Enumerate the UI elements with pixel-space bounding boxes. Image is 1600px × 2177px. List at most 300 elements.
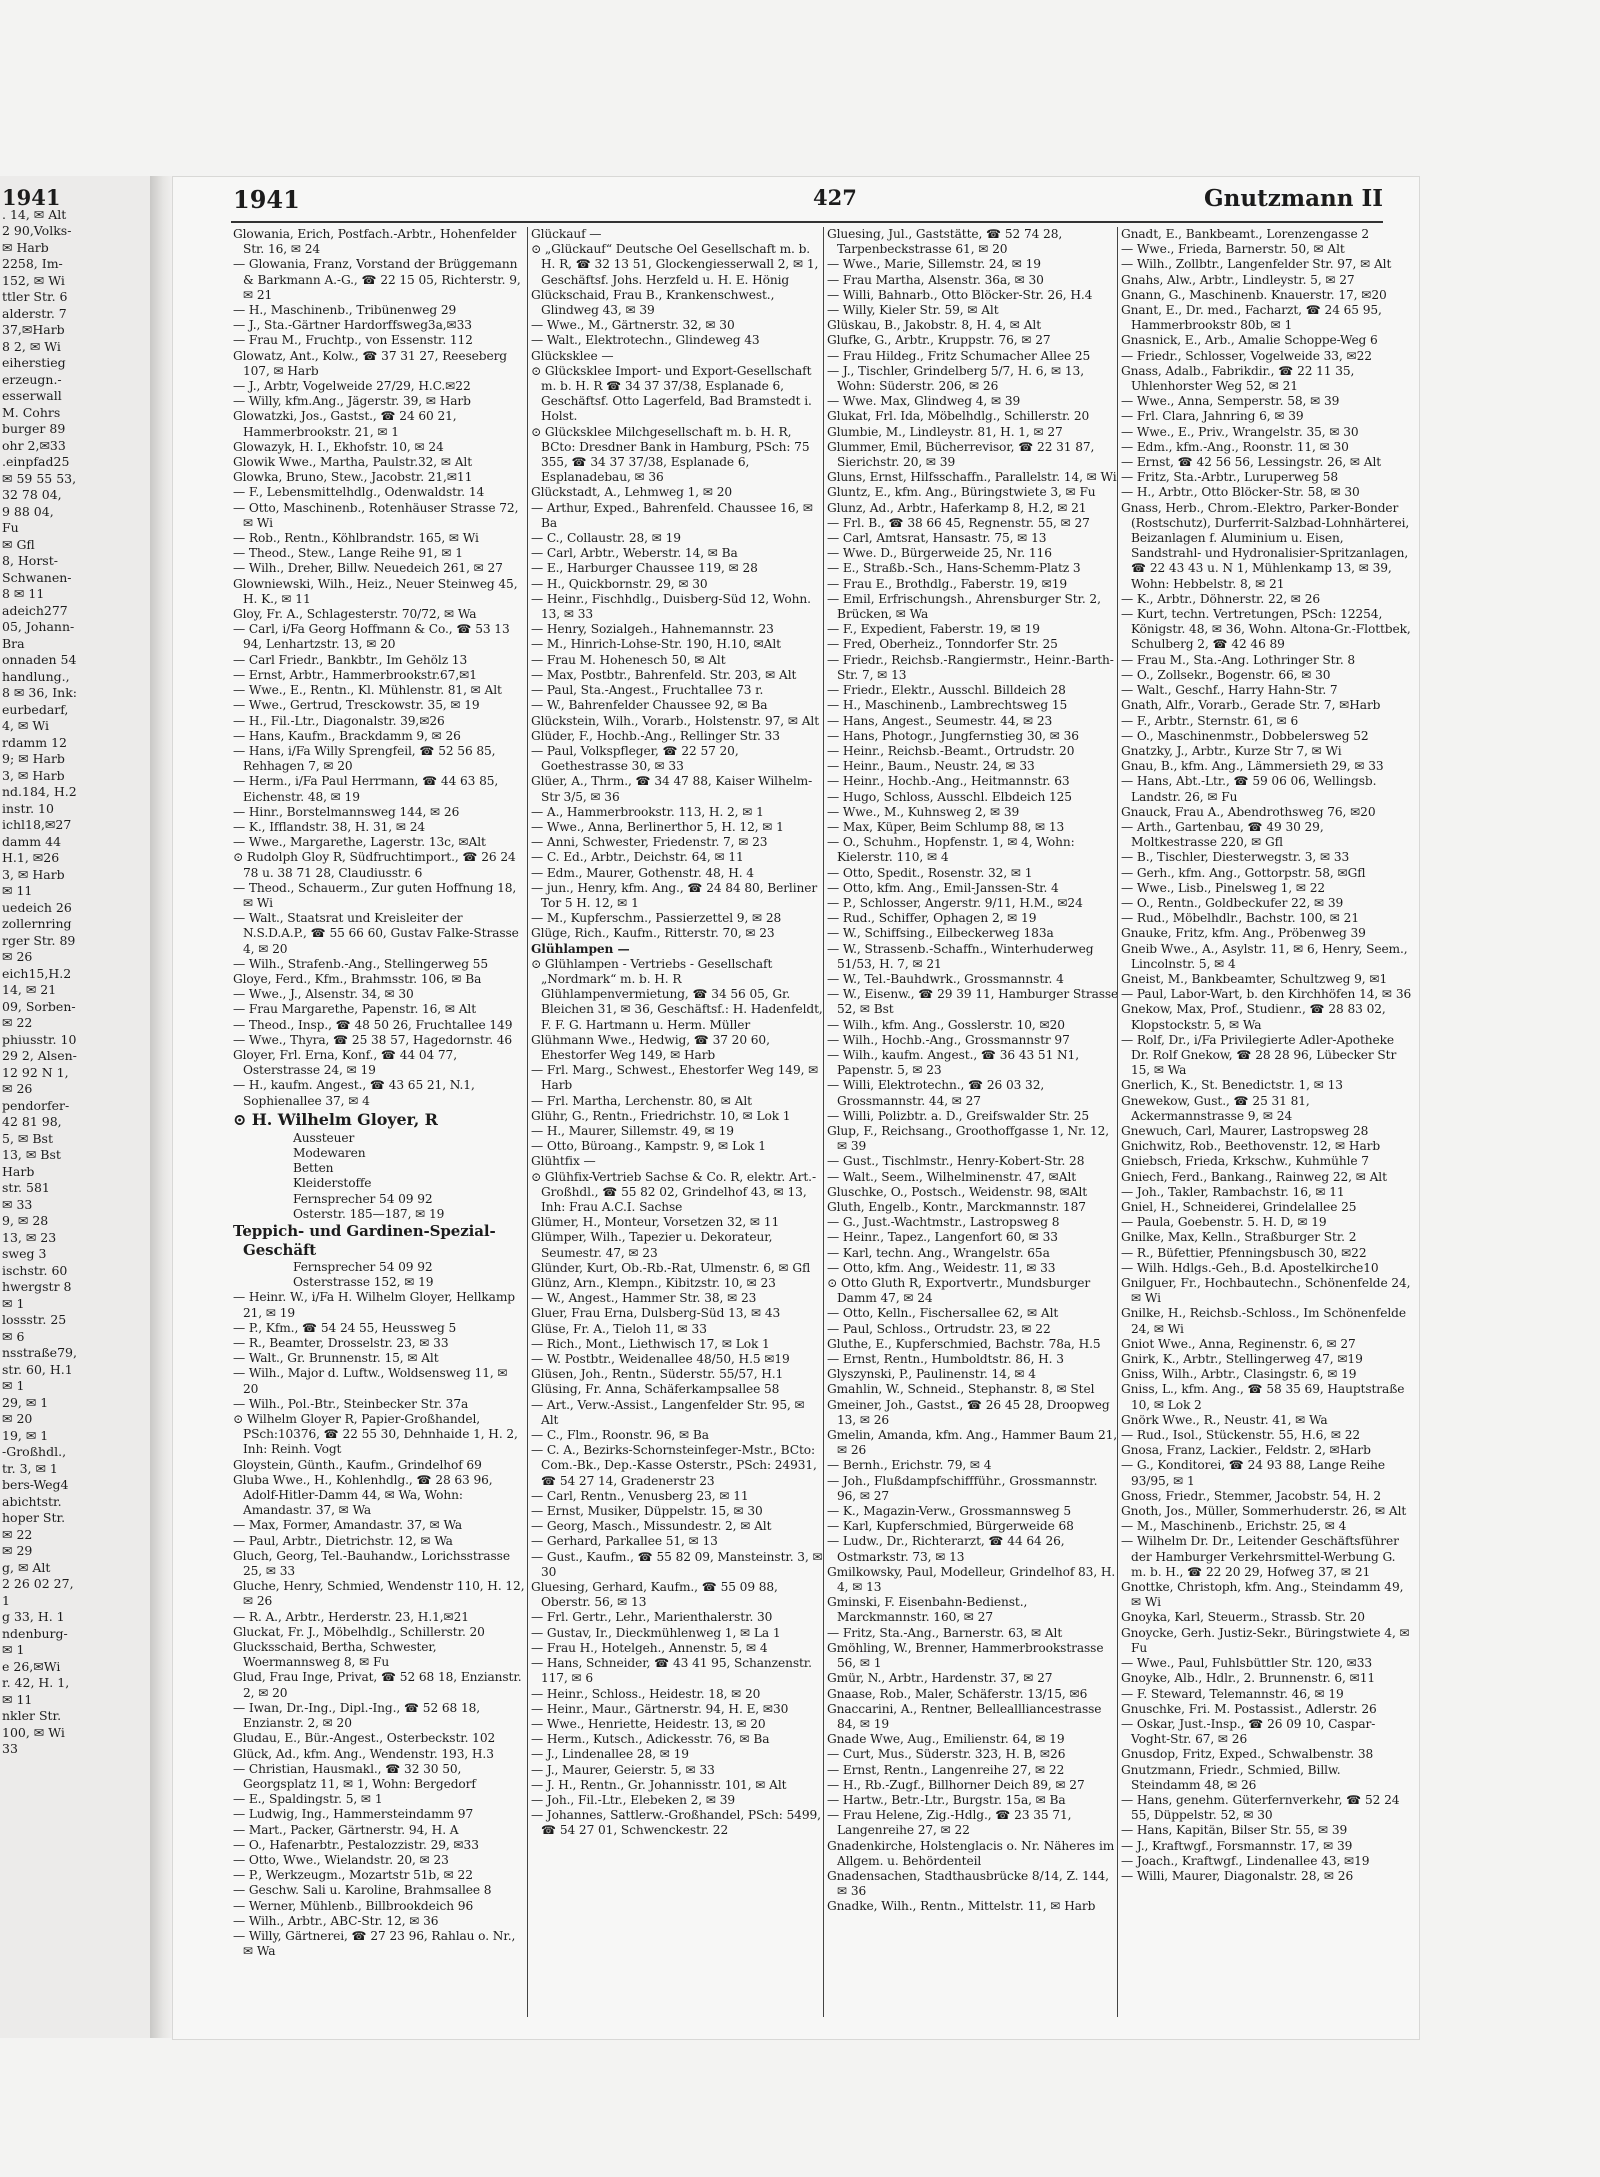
directory-entry: — Gerh., kfm. Ang., Gottorpstr. 58, ✉Gfl <box>1121 865 1366 880</box>
previous-page-line: abichtstr. <box>2 1493 62 1509</box>
directory-entry: — Frau M., Sta.-Ang. Lothringer Str. 8 <box>1121 652 1356 667</box>
directory-entry: — Hugo, Schloss, Ausschl. Elbdeich 125 <box>827 789 1072 804</box>
directory-entry: — F., Expedient, Faberstr. 19, ✉ 19 <box>827 622 1040 637</box>
previous-page-fragment <box>0 176 150 2038</box>
directory-entry: — Kurt, techn. Vertretungen, PSch: 12254, Königstr. 48, ✉ 36, Wohn. Altona-Gr.-Flottbek, Schulberg 2, ☎ 42 46 89 <box>1121 607 1411 652</box>
directory-entry: Glowka, Bruno, Stew., Jacobstr. 21,✉11 <box>233 470 473 485</box>
directory-entry: Gniss, L., kfm. Ang., ☎ 58 35 69, Hauptstraße 10, ✉ Lok 2 <box>1121 1382 1405 1412</box>
previous-page-line: 13, ✉ Bst <box>2 1147 61 1162</box>
previous-page-line: 5, ✉ Bst <box>2 1130 53 1146</box>
directory-entry: — F., Arbtr., Sternstr. 61, ✉ 6 <box>1121 713 1299 728</box>
directory-entry: — K., Arbtr., Döhnerstr. 22, ✉ 26 <box>1121 591 1321 606</box>
previous-page-line: rdamm 12 <box>2 734 68 750</box>
previous-page-line: ischstr. 60 <box>2 1262 68 1278</box>
directory-entry: — B., Tischler, Diesterwegstr. 3, ✉ 33 <box>1121 850 1350 865</box>
directory-entry: — Paul, Schloss., Ortrudstr. 23, ✉ 22 <box>827 1321 1051 1336</box>
directory-entry: Gnutzmann, Friedr., Schmied, Billw. Steindamm 48, ✉ 26 <box>1121 1762 1341 1792</box>
directory-entry: — E., Spaldingstr. 5, ✉ 1 <box>233 1792 383 1807</box>
previous-page-line: uedeich 26 <box>2 899 72 915</box>
previous-page-line: 33 <box>2 1741 18 1756</box>
directory-entry: Gnekow, Max, Prof., Studienr., ☎ 28 83 02, Klopstockstr. 5, ✉ Wa <box>1121 1002 1386 1032</box>
directory-entry: Gnahs, Alw., Arbtr., Lindleystr. 5, ✉ 27 <box>1121 272 1355 287</box>
directory-entry: — Johannes, Sattlerw.-Großhandel, PSch: 5499, ☎ 54 27 01, Schwenckestr. 22 <box>531 1808 821 1838</box>
directory-entry: — Wwe., M., Kuhnsweg 2, ✉ 39 <box>827 804 1020 819</box>
directory-entry: Gluer, Frau Erna, Dulsberg-Süd 13, ✉ 43 <box>531 1306 781 1321</box>
directory-entry: — Carl, Amtsrat, Hansastr. 75, ✉ 13 <box>827 531 1047 546</box>
previous-page-line: bers-Weg4 <box>2 1477 69 1492</box>
previous-page-line: onnaden 54 <box>2 652 77 667</box>
directory-entry: Gluntz, E., kfm. Ang., Büringstwiete 3, ✉ Fu <box>827 485 1096 500</box>
directory-entry: — Frau Helene, Zig.-Hdlg., ☎ 23 35 71, Langenreihe 27, ✉ 22 <box>827 1808 1072 1838</box>
directory-entry: Gminski, F. Eisenbahn-Bedienst., Marckmannstr. 160, ✉ 27 <box>827 1595 1028 1625</box>
directory-entry: — C., Collaustr. 28, ✉ 19 <box>531 531 681 546</box>
directory-entry: Glumbie, M., Lindleystr. 81, H. 1, ✉ 27 <box>827 424 1063 439</box>
directory-entry: Gnaccarini, A., Rentner, Belleallliancestrasse 84, ✉ 19 <box>827 1701 1102 1731</box>
directory-entry: Gnoss, Friedr., Stemmer, Jacobstr. 54, H. 2 <box>1121 1488 1382 1503</box>
directory-entry: — J., Kraftwgf., Forsmannstr. 17, ✉ 39 <box>1121 1838 1353 1853</box>
directory-entry: Gluba Wwe., H., Kohlenhdlg., ☎ 28 63 96, Adolf-Hitler-Damm 44, ✉ Wa, Wohn: Amandastr. 37, ✉ Wa <box>233 1472 493 1518</box>
directory-entry: — Otto, Büroang., Kampstr. 9, ✉ Lok 1 <box>531 1139 766 1154</box>
directory-entry: Glückstadt, A., Lehmweg 1, ✉ 20 <box>531 485 733 500</box>
directory-entry: — Wwe. Max, Glindweg 4, ✉ 39 <box>827 394 1021 409</box>
directory-entry: Gmöhling, W., Brenner, Hammerbrookstrasse 56, ✉ 1 <box>827 1640 1104 1671</box>
directory-entry: Gnadensachen, Stadthausbrücke 8/14, Z. 144, ✉ 36 <box>827 1868 1109 1899</box>
directory-entry: — H., Rb.-Zugf., Billhorner Deich 89, ✉ 27 <box>827 1777 1085 1792</box>
running-head: Gnutzmann II <box>1204 185 1383 212</box>
directory-entry: — K., Ifflandstr. 38, H. 31, ✉ 24 <box>233 819 426 834</box>
directory-entry: Glückschaid, Frau B., Krankenschwest., Glindweg 43, ✉ 39 <box>531 287 775 318</box>
directory-entry: — Wwe., Lisb., Pinelsweg 1, ✉ 22 <box>1121 880 1326 895</box>
directory-entry: — Heinr., Tapez., Langenfort 60, ✉ 33 <box>827 1230 1058 1245</box>
directory-entry: — Glowania, Franz, Vorstand der Brüggemann & Barkmann A.-G., ☎ 22 15 05, Richterstr. 9, ✉ 21 <box>233 257 521 302</box>
directory-entry: — Wwe., Thyra, ☎ 25 38 57, Hagedornstr. 46 <box>233 1032 513 1047</box>
directory-entry: — Otto, Spedit., Rosenstr. 32, ✉ 1 <box>827 865 1033 880</box>
directory-entry: Gluch, Georg, Tel.-Bauhandw., Lorichsstrasse 25, ✉ 33 <box>233 1548 510 1579</box>
directory-entry: — Arth., Gartenbau, ☎ 49 30 29, Moltkestrasse 220, ✉ Gfl <box>1121 819 1324 850</box>
directory-entry: — Fritz, Sta.-Arbtr., Luruperweg 58 <box>1121 470 1339 485</box>
directory-entry: — Karl, techn. Ang., Wrangelstr. 65a <box>827 1245 1050 1260</box>
previous-page-line: burger 89 <box>2 421 66 436</box>
directory-entry: ⊙ Wilhelm Gloyer R, Papier-Großhandel, PSch:10376, ☎ 22 55 30, Dehnhaide 1, H. 2, Inh: Reinh. Vogt <box>233 1412 518 1457</box>
directory-entry: Fernsprecher 54 09 92 <box>293 1260 433 1274</box>
directory-entry: Glowazyk, H. I., Ekhofstr. 10, ✉ 24 <box>233 439 444 454</box>
directory-entry: Glümper, Wilh., Tapezier u. Dekorateur, Seumestr. 47, ✉ 23 <box>531 1230 773 1260</box>
directory-entry: — Rolf, Dr., i/Fa Privilegierte Adler-Apotheke Dr. Rolf Gnekow, ☎ 28 28 96, Lübecker Str 15, ✉ Wa <box>1121 1032 1397 1078</box>
directory-entry: — Fritz, Sta.-Ang., Barnerstr. 63, ✉ Alt <box>827 1625 1063 1640</box>
directory-entry: — Carl, i/Fa Georg Hoffmann & Co., ☎ 53 13 94, Lenhartzstr. 13, ✉ 20 <box>233 622 510 652</box>
directory-entry: Glückstein, Wilh., Vorarb., Holstenstr. 97, ✉ Alt <box>531 713 819 728</box>
previous-page-line: eich15,H.2 <box>2 965 72 981</box>
directory-entry: — G., Just.-Wachtmstr., Lastropsweg 8 <box>827 1215 1060 1230</box>
previous-page-line: 4, ✉ Wi <box>2 718 49 733</box>
previous-page-line: ✉ 33 <box>2 1196 33 1212</box>
previous-page-line: Harb <box>2 1163 35 1179</box>
directory-entry: — W., Strassenb.-Schaffn., Winterhuderweg 51/53, H. 7, ✉ 21 <box>827 941 1094 971</box>
previous-page-line: ✉ 20 <box>2 1411 33 1426</box>
directory-entry: Gnörk Wwe., R., Neustr. 41, ✉ Wa <box>1121 1412 1328 1427</box>
directory-entry: Gnann, G., Maschinenb. Knauerstr. 17, ✉20 <box>1121 287 1387 302</box>
directory-entry: Gnoycke, Gerh. Justiz-Sekr., Büringstwiete 4, ✉ Fu <box>1121 1625 1410 1655</box>
directory-entry: — Paula, Goebenstr. 5. H. D, ✉ 19 <box>1121 1215 1327 1230</box>
directory-entry: — A., Hammerbrookstr. 113, H. 2, ✉ 1 <box>531 804 764 819</box>
directory-entry: — Wilh., Dreher, Billw. Neuedeich 261, ✉ 27 <box>233 561 503 576</box>
directory-entry: Gnant, E., Dr. med., Facharzt, ☎ 24 65 95, Hammerbrookstr 80b, ✉ 1 <box>1121 303 1382 333</box>
previous-page-line: 37,✉Harb <box>2 322 65 337</box>
directory-entry: — Max, Former, Amandastr. 37, ✉ Wa <box>233 1518 462 1533</box>
directory-entry: — Curt, Mus., Süderstr. 323, H. B, ✉26 <box>827 1747 1066 1762</box>
previous-page-line: 8, Horst- <box>2 553 58 568</box>
directory-entry: — W., Tel.-Bauhdwrk., Grossmannstr. 4 <box>827 971 1064 986</box>
directory-entry: — Anni, Schwester, Friedenstr. 7, ✉ 23 <box>531 835 768 850</box>
previous-page-line: alderstr. 7 <box>2 305 67 321</box>
directory-entry: — P., Kfm., ☎ 54 24 55, Heussweg 5 <box>233 1320 457 1335</box>
directory-entry: — Wilh., Zollbtr., Langenfelder Str. 97, ✉ Alt <box>1121 257 1392 272</box>
directory-entry: — Wwe., Paul, Fuhlsbüttler Str. 120, ✉33 <box>1121 1656 1373 1671</box>
previous-page-line: hwergstr 8 <box>2 1279 72 1294</box>
directory-entry: Gluesing, Jul., Gaststätte, ☎ 52 74 28, Tarpenbeckstrasse 61, ✉ 20 <box>827 227 1063 257</box>
directory-entry: — M., Hinrich-Lohse-Str. 190, H.10, ✉Alt <box>531 637 781 652</box>
directory-entry: — Theod., Insp., ☎ 48 50 26, Fruchtallee 149 <box>233 1017 513 1032</box>
directory-entry: Glückauf — <box>531 227 602 241</box>
directory-entry: — Hans, Abt.-Ltr., ☎ 59 06 06, Wellingsb. Landstr. 26, ✉ Fu <box>1121 774 1377 804</box>
directory-entry: — Herm., i/Fa Paul Herrmann, ☎ 44 63 85, Eichenstr. 48, ✉ 19 <box>233 774 499 804</box>
directory-entry: Gnauke, Fritz, kfm. Ang., Pröbenweg 39 <box>1121 926 1366 941</box>
directory-entry: — Paul, Labor-Wart, b. den Kirchhöfen 14, ✉ 36 <box>1121 987 1412 1002</box>
directory-entry: — Friedr., Elektr., Ausschl. Billdeich 28 <box>827 683 1066 698</box>
previous-page-line: sweg 3 <box>2 1246 47 1261</box>
directory-entry: — O., Maschinenmstr., Dobbelersweg 52 <box>1121 728 1369 743</box>
directory-entry: Teppich- und Gardinen-Spezial-Geschäft <box>233 1222 496 1259</box>
directory-entry: — G., Konditorei, ☎ 24 93 88, Lange Reihe 93/95, ✉ 1 <box>1121 1458 1385 1488</box>
directory-entry: — Joh., Flußdampfschiffführ., Grossmannstr. 96, ✉ 27 <box>827 1473 1098 1503</box>
directory-entry: — jun., Henry, kfm. Ang., ☎ 24 84 80, Berliner Tor 5 H. 12, ✉ 1 <box>531 880 818 910</box>
directory-entry: — W., Eisenw., ☎ 29 39 11, Hamburger Strasse 52, ✉ Bst <box>827 987 1119 1017</box>
directory-entry: Glünder, Kurt, Ob.-Rb.-Rat, Ulmenstr. 6, ✉ Gfl <box>531 1260 811 1275</box>
directory-entry: — Wwe., Henriette, Heidestr. 13, ✉ 20 <box>531 1716 766 1731</box>
directory-entry: — Otto, Kelln., Fischersallee 62, ✉ Alt <box>827 1306 1059 1321</box>
directory-entry: — Gustav, Ir., Dieckmühlenweg 1, ✉ La 1 <box>531 1625 781 1640</box>
directory-entry: — Bernh., Erichstr. 79, ✉ 4 <box>827 1458 992 1473</box>
directory-entry: — Wilh. Hdlgs.-Geh., B.d. Apostelkirche10 <box>1121 1260 1379 1275</box>
page-year: 1941 <box>233 185 300 214</box>
previous-page-line: ✉ 11 <box>2 1691 33 1707</box>
directory-entry: Gloy, Fr. A., Schlagesterstr. 70/72, ✉ Wa <box>233 607 477 622</box>
directory-entry: — Ernst, ☎ 42 56 56, Lessingstr. 26, ✉ Alt <box>1121 455 1382 470</box>
column-1 <box>233 227 525 2017</box>
previous-page-line: 152, ✉ Wi <box>2 272 65 288</box>
previous-page-line: ✉ Gfl <box>2 536 35 552</box>
directory-entry: — J., Sta.-Gärtner Hardorffsweg3a,✉33 <box>233 318 472 333</box>
directory-entry: Gniech, Ferd., Bankang., Rainweg 22, ✉ Alt <box>1121 1169 1387 1184</box>
directory-entry: Gnewuch, Carl, Maurer, Lastropsweg 28 <box>1121 1123 1369 1138</box>
directory-entry: Gmelin, Amanda, kfm. Ang., Hammer Baum 21, ✉ 26 <box>827 1428 1118 1458</box>
directory-entry: — O., Rentn., Goldbeckufer 22, ✉ 39 <box>1121 895 1344 910</box>
previous-page-line: .einpfad25 <box>2 454 70 469</box>
header-rule <box>231 221 1383 223</box>
directory-entry: — Hans, i/Fa Willy Sprengfeil, ☎ 52 56 85, Rehhagen 7, ✉ 20 <box>233 743 496 774</box>
directory-entry: Glüse, Fr. A., Tieloh 11, ✉ 33 <box>531 1321 707 1336</box>
previous-page-line: 2258, Im- <box>2 256 63 271</box>
directory-entry: — Willy, Kieler Str. 59, ✉ Alt <box>827 303 999 318</box>
previous-page-line: erzeugn.- <box>2 371 62 387</box>
directory-entry: — Frau Martha, Alsenstr. 36a, ✉ 30 <box>827 272 1044 287</box>
directory-entry: — Otto, Maschinenb., Rotenhäuser Strasse 72, ✉ Wi <box>233 500 519 530</box>
directory-entry: Gloyer, Frl. Erna, Konf., ☎ 44 04 77, Osterstrasse 24, ✉ 19 <box>233 1047 457 1078</box>
directory-entry: — H., Fil.-Ltr., Diagonalstr. 39,✉26 <box>233 713 445 728</box>
directory-entry: — Willy, Gärtnerei, ☎ 27 23 96, Rahlau o. Nr., ✉ Wa <box>233 1928 516 1959</box>
directory-entry: — J., Tischler, Grindelberg 5/7, H. 6, ✉ 13, Wohn: Süderstr. 206, ✉ 26 <box>827 363 1084 394</box>
directory-entry: — C. A., Bezirks-Schornsteinfeger-Mstr., BCto: Com.-Bk., Dep.-Kasse Osterstr., PSch: 24931, ☎ 54 27 14, Gradenerstr 23 <box>531 1443 817 1488</box>
directory-entry: Gnerlich, K., St. Benedictstr. 1, ✉ 13 <box>1121 1078 1343 1093</box>
directory-entry: — Heinr., Fischhdlg., Duisberg-Süd 12, Wohn. 13, ✉ 33 <box>531 591 811 622</box>
directory-entry: — Gerhard, Parkallee 51, ✉ 13 <box>531 1534 718 1549</box>
directory-entry: Gnadke, Wilh., Rentn., Mittelstr. 11, ✉ Harb <box>827 1899 1096 1914</box>
previous-page-line: . 14, ✉ Alt <box>2 206 67 222</box>
directory-entry: — Willy, kfm.Ang., Jägerstr. 39, ✉ Harb <box>233 394 471 409</box>
previous-page-line: 8 2, ✉ Wi <box>2 338 61 354</box>
previous-page-line: 14, ✉ 21 <box>2 982 57 997</box>
directory-entry: — Wwe. D., Bürgerweide 25, Nr. 116 <box>827 546 1052 561</box>
page-number: 427 <box>813 185 857 210</box>
previous-page-line: 8 ✉ 11 <box>2 586 45 601</box>
directory-entry: ⊙ H. Wilhelm Gloyer, R <box>233 1109 438 1129</box>
directory-entry: Osterstrasse 152, ✉ 19 <box>293 1275 434 1290</box>
previous-page-year: 1941 <box>2 185 61 210</box>
previous-page-line: 13, ✉ 23 <box>2 1229 57 1245</box>
directory-entry: Gnass, Herb., Chrom.-Elektro, Parker-Bonder (Rostschutz), Durferrit-Salzbad-Lohnhärterei, Beizanlagen f. Aluminium u. Eisen, Sandstrahl- und Hydronalisier-Spritzanlagen, ☎ 22 43 43 u. N 1, Mühlenkamp 13, ✉ 39, Wohn: Hebbelstr. 8, ✉ 21 <box>1121 500 1410 591</box>
directory-entry: — Hans, Kaufm., Brackdamm 9, ✉ 26 <box>233 728 461 743</box>
directory-entry: — Wilh., Hochb.-Ang., Grossmannstr 97 <box>827 1032 1070 1047</box>
previous-page-line: eiherstieg <box>2 355 66 370</box>
directory-entry: — Ludw., Dr., Richterarzt, ☎ 44 64 26, Ostmarkstr. 73, ✉ 13 <box>827 1534 1065 1564</box>
directory-entry: — Paul, Volkspfleger, ☎ 22 57 20, Goethestrasse 30, ✉ 33 <box>531 743 739 774</box>
directory-entry: — E., Straßb.-Sch., Hans-Schemm-Platz 3 <box>827 561 1081 576</box>
directory-entry: Osterstr. 185—187, ✉ 19 <box>293 1206 445 1221</box>
previous-page-line: g 33, H. 1 <box>2 1609 65 1624</box>
previous-page-line: r. 42, H. 1, <box>2 1675 70 1690</box>
previous-page-line: tr. 3, ✉ 1 <box>2 1460 58 1476</box>
directory-entry: Gmeiner, Joh., Gastst., ☎ 26 45 28, Droopweg 13, ✉ 26 <box>827 1397 1110 1427</box>
previous-page-line: 9 88 04, <box>2 503 54 519</box>
directory-entry: — Carl, Arbtr., Weberstr. 14, ✉ Ba <box>531 546 738 561</box>
directory-entry: Gmür, N., Arbtr., Hardenstr. 37, ✉ 27 <box>827 1671 1053 1686</box>
directory-entry: — Wwe., Gertrud, Tresckowstr. 35, ✉ 19 <box>233 698 480 713</box>
directory-entry: Gnusdop, Fritz, Exped., Schwalbenstr. 38 <box>1121 1747 1374 1762</box>
previous-page-line: Fu <box>2 520 19 535</box>
directory-entry: — Willi, Elektrotechn., ☎ 26 03 32, Grossmannstr. 44, ✉ 27 <box>827 1078 1045 1108</box>
directory-entry: — W. Postbtr., Weidenallee 48/50, H.5 ✉19 <box>531 1352 790 1367</box>
directory-entry: Glyszynski, P., Paulinenstr. 14, ✉ 4 <box>827 1367 1036 1382</box>
directory-entry: Gnichwitz, Rob., Beethovenstr. 12, ✉ Harb <box>1121 1139 1381 1154</box>
directory-entry: — Max, Postbtr., Bahrenfeld. Str. 203, ✉ Alt <box>531 667 797 682</box>
directory-entry: — Fred, Oberheiz., Tonndorfer Str. 25 <box>827 637 1058 652</box>
directory-entry: Glufke, G., Arbtr., Kruppstr. 76, ✉ 27 <box>827 333 1051 348</box>
column-4 <box>1121 227 1413 2017</box>
directory-entry: Glünz, Arn., Klempn., Kibitzstr. 10, ✉ 23 <box>531 1276 776 1291</box>
directory-entry: — Frl. Gertr., Lehr., Marienthalerstr. 30 <box>531 1610 773 1625</box>
previous-page-line: ✉ 29 <box>2 1543 33 1558</box>
directory-entry: Kleiderstoffe <box>293 1176 372 1191</box>
previous-page-line: -Großhdl., <box>2 1444 67 1459</box>
directory-entry: — Walt., Staatsrat und Kreisleiter der N.S.D.A.P., ☎ 55 66 60, Gustav Falke-Strasse 4, ✉ 20 <box>233 911 519 956</box>
previous-page-line: handlung., <box>2 668 70 684</box>
directory-entry: Gnottke, Christoph, kfm. Ang., Steindamm 49, ✉ Wi <box>1121 1580 1404 1610</box>
directory-entry: — Frl. Marg., Schwest., Ehestorfer Weg 149, ✉ Harb <box>531 1063 819 1093</box>
directory-entry: — Rob., Rentn., Köhlbrandstr. 165, ✉ Wi <box>233 531 479 546</box>
previous-page-lines <box>0 207 150 1758</box>
previous-page-line: 05, Johann- <box>2 619 75 634</box>
directory-entry: Gnade Wwe, Aug., Emilienstr. 64, ✉ 19 <box>827 1732 1065 1747</box>
directory-entry: — Frl. Clara, Jahnring 6, ✉ 39 <box>1121 409 1304 424</box>
previous-page-line: 2 90,Volks- <box>2 223 72 238</box>
previous-page-line: eurbedarf, <box>2 701 69 717</box>
previous-page-line: 2 26 02 27, <box>2 1576 74 1591</box>
directory-entry: — Carl Friedr., Bankbtr., Im Gehölz 13 <box>233 652 468 667</box>
directory-entry: — J., Lindenallee 28, ✉ 19 <box>531 1747 689 1762</box>
directory-entry: Fernsprecher 54 09 92 <box>293 1191 433 1206</box>
directory-entry: Aussteuer <box>293 1130 355 1145</box>
directory-entry: — Karl, Kupferschmied, Bürgerweide 68 <box>827 1519 1074 1534</box>
directory-entry: Glowania, Erich, Postfach.-Arbtr., Hohenfelder Str. 16, ✉ 24 <box>233 227 517 257</box>
previous-page-line: ✉ 1 <box>2 1642 25 1657</box>
directory-entry: — J. H., Rentn., Gr. Johannisstr. 101, ✉ Alt <box>531 1777 787 1792</box>
directory-entry: — R., Büfettier, Pfenningsbusch 30, ✉22 <box>1121 1245 1367 1260</box>
directory-entry: — Edm., kfm.-Ang., Roonstr. 11, ✉ 30 <box>1121 439 1349 454</box>
previous-page-line: adeich277 <box>2 602 68 618</box>
directory-entry: — Wilh., kfm. Ang., Gosslerstr. 10, ✉20 <box>827 1017 1065 1032</box>
directory-entry: Glüsing, Fr. Anna, Schäferkampsallee 58 <box>531 1382 780 1397</box>
previous-page-line: 29, ✉ 1 <box>2 1394 49 1410</box>
book-gutter <box>150 176 172 2038</box>
directory-entry: — C., Flm., Roonstr. 96, ✉ Ba <box>531 1428 709 1443</box>
directory-entry: — Wilhelm Dr. Dr., Leitender Geschäftsführer der Hamburger Verkehrsmittel-Werbung G. m. b. H., ☎ 22 20 29, Hofweg 37, ✉ 21 <box>1121 1534 1399 1579</box>
previous-page-line: 32 78 04, <box>2 487 62 502</box>
directory-entry: Modewaren <box>293 1145 366 1160</box>
directory-entry: — Frau H., Hotelgeh., Annenstr. 5, ✉ 4 <box>531 1640 768 1655</box>
directory-entry: Glüer, A., Thrm., ☎ 34 47 88, Kaiser Wilhelm-Str 3/5, ✉ 36 <box>531 774 813 804</box>
directory-entry: Gnilke, H., Reichsb.-Schloss., Im Schönenfelde 24, ✉ Wi <box>1121 1306 1406 1336</box>
directory-entry: Glunz, Ad., Arbtr., Haferkamp 8, H.2, ✉ 21 <box>827 500 1087 515</box>
previous-page-line: ✉ 22 <box>2 1015 33 1030</box>
directory-entry: Gnaase, Rob., Maler, Schäferstr. 13/15, ✉6 <box>827 1686 1088 1701</box>
directory-entry: — Heinr. W., i/Fa H. Wilhelm Gloyer, Hellkamp 21, ✉ 19 <box>233 1290 515 1320</box>
directory-entry: ⊙ Rudolph Gloy R, Südfruchtimport., ☎ 26 24 78 u. 38 71 28, Claudiusstr. 6 <box>233 850 516 880</box>
directory-entry: — Emil, Erfrischungsh., Ahrensburger Str. 2, Brücken, ✉ Wa <box>827 591 1101 622</box>
directory-entry: — Joach., Kraftwgf., Lindenallee 43, ✉19 <box>1121 1853 1370 1868</box>
directory-entry: — Hans, Photogr., Jungfernstieg 30, ✉ 36 <box>827 728 1079 743</box>
previous-page-line: ✉ 1 <box>2 1295 25 1311</box>
directory-entry: — Hartw., Betr.-Ltr., Burgstr. 15a, ✉ Ba <box>827 1792 1066 1807</box>
directory-entry: — Henry, Sozialgeh., Hahnemannstr. 23 <box>531 622 774 637</box>
directory-entry: — Rud., Möbelhdlr., Bachstr. 100, ✉ 21 <box>1121 911 1359 926</box>
directory-entry: ⊙ Glücksklee Milchgesellschaft m. b. H. R, BCto: Dresdner Bank in Hamburg, PSch: 75 355, ☎ 34 37 37/38, Esplanade 6, Esplanadebau, ✉ 36 <box>531 424 810 485</box>
directory-entry: ⊙ Otto Gluth R, Exportvertr., Mundsburger Damm 47, ✉ 24 <box>827 1276 1091 1306</box>
directory-entry: — Gust., Kaufm., ☎ 55 82 09, Mansteinstr. 3, ✉ 30 <box>531 1549 823 1579</box>
directory-entry: — Wilh., Arbtr., ABC-Str. 12, ✉ 36 <box>233 1913 439 1928</box>
directory-entry: Glup, F., Reichsang., Groothoffgasse 1, Nr. 12, ✉ 39 <box>827 1123 1110 1154</box>
directory-entry: Gnosa, Franz, Lackier., Feldstr. 2, ✉Harb <box>1121 1443 1371 1458</box>
previous-page-line: 100, ✉ Wi <box>2 1724 65 1740</box>
directory-entry: Gnilguer, Fr., Hochbautechn., Schönenfelde 24, ✉ Wi <box>1121 1276 1411 1306</box>
previous-page-line: esserwall <box>2 388 62 403</box>
previous-page-line: ✉ 6 <box>2 1328 25 1344</box>
directory-entry: — R., Beamter, Drosselstr. 23, ✉ 33 <box>233 1336 449 1351</box>
directory-entry: — H., Maschinenb., Lambrechtsweg 15 <box>827 698 1068 713</box>
directory-entry: — O., Zollsekr., Bogenstr. 66, ✉ 30 <box>1121 667 1331 682</box>
directory-entry: — Wwe., M., Gärtnerstr. 32, ✉ 30 <box>531 318 735 333</box>
directory-entry: — W., Schiffsing., Eilbeckerweg 183a <box>827 926 1054 941</box>
column-divider <box>527 227 528 2017</box>
previous-page-line: zollernring <box>2 916 72 931</box>
directory-entry: — Gust., Tischlmstr., Henry-Kobert-Str. 28 <box>827 1154 1085 1169</box>
previous-page-line: g, ✉ Alt <box>2 1559 51 1575</box>
directory-entry: — Wwe., J., Alsenstr. 34, ✉ 30 <box>233 987 414 1002</box>
directory-entry: — Hinr., Borstelmannsweg 144, ✉ 26 <box>233 804 460 819</box>
directory-entry: — Walt., Gr. Brunnenstr. 15, ✉ Alt <box>233 1351 439 1366</box>
directory-entry: — Frau Hildeg., Fritz Schumacher Allee 25 <box>827 348 1091 363</box>
previous-page-line: rger Str. 89 <box>2 932 76 948</box>
directory-entry: Glümer, H., Monteur, Vorsetzen 32, ✉ 11 <box>531 1215 780 1230</box>
directory-entry: — Mart., Packer, Gärtnerstr. 94, H. A <box>233 1822 459 1837</box>
directory-entry: — Iwan, Dr.-Ing., Dipl.-Ing., ☎ 52 68 18, Enzianstr. 2, ✉ 20 <box>233 1700 481 1731</box>
directory-entry: Glück, Ad., kfm. Ang., Wendenstr. 193, H.3 <box>233 1746 494 1761</box>
directory-entry: — Georg, Masch., Missundestr. 2, ✉ Alt <box>531 1519 772 1534</box>
previous-page-line: 3, ✉ Harb <box>2 767 65 783</box>
directory-entry: — W., Bahrenfelder Chaussee 92, ✉ Ba <box>531 698 768 713</box>
directory-entry: — Wilh., Strafenb.-Ang., Stellingerweg 55 <box>233 956 488 971</box>
directory-entry: Gluesing, Gerhard, Kaufm., ☎ 55 09 88, Oberstr. 56, ✉ 13 <box>531 1580 778 1610</box>
directory-entry: — P., Werkzeugm., Mozartstr 51b, ✉ 22 <box>233 1868 473 1883</box>
directory-entry: Gniebsch, Frieda, Krkschw., Kuhmühle 7 <box>1121 1154 1369 1169</box>
directory-entry: — Ernst, Rentn., Langenreihe 27, ✉ 22 <box>827 1762 1065 1777</box>
directory-entry: — Walt., Geschf., Harry Hahn-Str. 7 <box>1121 683 1338 698</box>
directory-entry: — Wwe., Marie, Sillemstr. 24, ✉ 19 <box>827 257 1041 272</box>
directory-entry: — O., Hafenarbtr., Pestalozzistr. 29, ✉33 <box>233 1837 479 1852</box>
directory-entry: Gloye, Ferd., Kfm., Brahmsstr. 106, ✉ Ba <box>233 971 482 986</box>
page-header <box>233 185 1383 219</box>
previous-page-line: ndenburg- <box>2 1625 68 1641</box>
directory-entry: — R. A., Arbtr., Herderstr. 23, H.1,✉21 <box>233 1609 469 1624</box>
directory-entry: Gloystein, Günth., Kaufm., Grindelhof 69 <box>233 1457 482 1472</box>
previous-page-line: 19, ✉ 1 <box>2 1427 49 1443</box>
directory-entry: Gnuschke, Fri. M. Postassist., Adlerstr. 26 <box>1121 1701 1377 1716</box>
directory-entry: — Heinr., Schloss., Heidestr. 18, ✉ 20 <box>531 1686 761 1701</box>
previous-page-line: nd.184, H.2 <box>2 784 77 799</box>
directory-entry: Gnasnick, E., Arb., Amalie Schoppe-Weg 6 <box>1121 333 1378 348</box>
directory-page <box>172 176 1420 2040</box>
directory-entry: — Frl. B., ☎ 38 66 45, Regnenstr. 55, ✉ 27 <box>827 515 1090 530</box>
directory-entry: — Wwe., Frieda, Barnerstr. 50, ✉ Alt <box>1121 242 1345 257</box>
previous-page-line: 9; ✉ Harb <box>2 751 65 766</box>
previous-page-line: 3, ✉ Harb <box>2 866 65 882</box>
directory-entry: — Ernst, Rentn., Humboldtstr. 86, H. 3 <box>827 1352 1064 1367</box>
directory-entry: — Frl. Martha, Lerchenstr. 80, ✉ Alt <box>531 1093 752 1108</box>
directory-entry: — Frau M. Hohenesch 50, ✉ Alt <box>531 652 726 667</box>
previous-page-line: pendorfer- <box>2 1097 70 1113</box>
directory-entry: Gludau, E., Bür.-Angest., Osterbeckstr. 102 <box>233 1731 496 1746</box>
directory-entry: — Otto, kfm. Ang., Weidestr. 11, ✉ 33 <box>827 1260 1056 1275</box>
directory-entry: Gniss, Wilh., Arbtr., Clasingstr. 6, ✉ 19 <box>1121 1367 1357 1382</box>
previous-page-line: ttler Str. 6 <box>2 289 68 304</box>
directory-entry: — Friedr., Schlosser, Vogelweide 33, ✉22 <box>1121 348 1372 363</box>
directory-entry: — F., Lebensmittelhdlg., Odenwaldstr. 14 <box>233 485 485 500</box>
directory-entry: — Herm., Kutsch., Adickesstr. 76, ✉ Ba <box>531 1732 770 1747</box>
directory-entry: Gnadenkirche, Holstenglacis o. Nr. Näheres im Allgem. u. Behördenteil <box>827 1838 1115 1868</box>
previous-page-line: Schwanen- <box>2 569 72 585</box>
directory-entry: — Oskar, Just.-Insp., ☎ 26 09 10, Caspar-Voght-Str. 67, ✉ 26 <box>1121 1716 1376 1747</box>
directory-entry: — Theod., Stew., Lange Reihe 91, ✉ 1 <box>233 546 463 561</box>
directory-entry: — J., Maurer, Geierstr. 5, ✉ 33 <box>531 1762 715 1777</box>
